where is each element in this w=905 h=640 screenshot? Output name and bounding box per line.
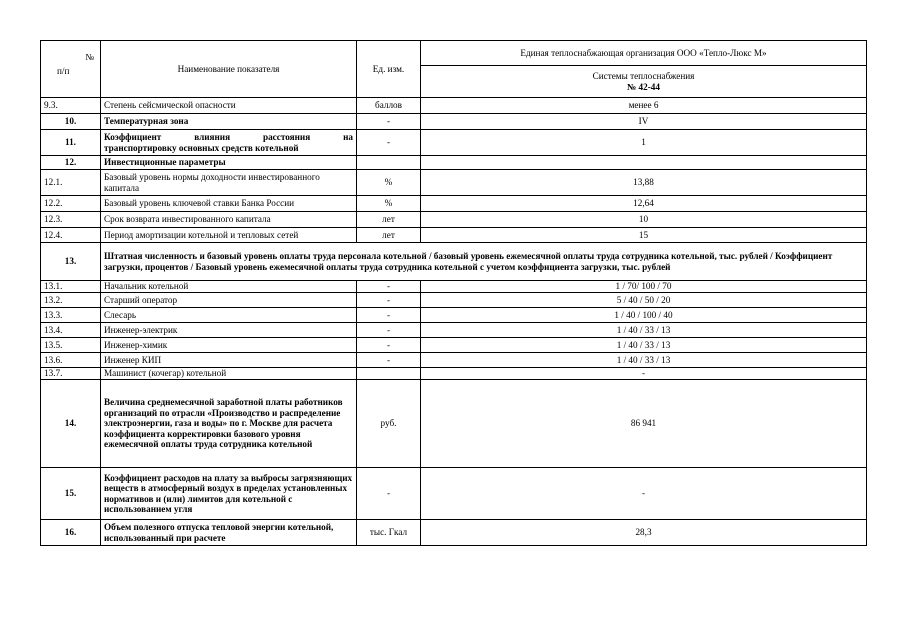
row-number: 11. — [41, 130, 101, 156]
row-value: IV — [421, 114, 867, 130]
header-number-sub: п/п — [57, 66, 70, 76]
row-name: Машинист (кочегар) котельной — [101, 368, 357, 380]
header-system-number: № 42-44 — [627, 81, 660, 92]
row-unit — [357, 368, 421, 380]
row-number: 12.4. — [41, 228, 101, 243]
section-row — [41, 243, 867, 281]
row-name: Срок возврата инвестированного капитала — [101, 212, 357, 228]
row-name: Коэффициент расходов на плату за выбросы загрязняющих веществ в атмосферный воздух в пределах установленных нормативов и (или) лимитов для котельной с использованием угля — [101, 468, 357, 520]
row-number: 13.3. — [41, 308, 101, 323]
header-unit: Ед. изм. — [357, 41, 421, 98]
row-number: 13.6. — [41, 353, 101, 368]
header-org: Единая теплоснабжающая организация ООО «Тепло-Люкс М» — [421, 41, 867, 66]
table-row — [41, 353, 867, 368]
header-system-label: Системы теплоснабжения — [592, 71, 695, 82]
row-name — [101, 130, 357, 156]
table-row — [41, 520, 867, 546]
row-value: 1 / 40 / 100 / 40 — [421, 308, 867, 323]
header-number-cell — [41, 41, 101, 98]
row-unit — [357, 156, 421, 170]
row-value: 1 / 70/ 100 / 70 — [421, 281, 867, 293]
row-unit: руб. — [357, 380, 421, 468]
row-number: 15. — [41, 468, 101, 520]
table-row — [41, 308, 867, 323]
indicators-table — [40, 40, 867, 546]
table-row — [41, 228, 867, 243]
header-name: Наименование показателя — [101, 41, 357, 98]
row-name: Начальник котельной — [101, 281, 357, 293]
table-row — [41, 338, 867, 353]
header-number-mark: № — [85, 52, 94, 62]
row-value: 1 / 40 / 33 / 13 — [421, 323, 867, 338]
row-name-line: Коэффициент влияния расстояния на — [104, 132, 353, 143]
row-name: Величина среднемесячной заработной платы работников организаций по отрасли «Производство и распределение электроэнергии, газа и воды» по г. Москве для расчета коэффициента корректировки базового уровня ежемесячной оплаты труда сотрудника котельной — [101, 380, 357, 468]
table-row — [41, 293, 867, 308]
row-value: 5 / 40 / 50 / 20 — [421, 293, 867, 308]
row-name-line: транспортировку основных средств котельной — [104, 142, 299, 153]
row-number: 10. — [41, 114, 101, 130]
row-number: 13.1. — [41, 281, 101, 293]
row-unit: - — [357, 353, 421, 368]
row-value: 1 — [421, 130, 867, 156]
row-value: 86 941 — [421, 380, 867, 468]
row-value — [421, 156, 867, 170]
row-value: 15 — [421, 228, 867, 243]
table-row — [41, 323, 867, 338]
row-value: - — [421, 468, 867, 520]
row-number: 12.3. — [41, 212, 101, 228]
row-value: 10 — [421, 212, 867, 228]
row-value: 1 / 40 / 33 / 13 — [421, 338, 867, 353]
row-unit: - — [357, 293, 421, 308]
row-unit: - — [357, 308, 421, 323]
row-name: Старший оператор — [101, 293, 357, 308]
header-row — [41, 41, 867, 66]
row-value: 28,3 — [421, 520, 867, 546]
row-value: менее 6 — [421, 98, 867, 114]
row-value: 12,64 — [421, 196, 867, 212]
row-name: Слесарь — [101, 308, 357, 323]
row-unit: - — [357, 130, 421, 156]
row-number: 16. — [41, 520, 101, 546]
row-unit: % — [357, 170, 421, 196]
table-row — [41, 114, 867, 130]
row-name: Температурная зона — [101, 114, 357, 130]
row-name: Инженер-электрик — [101, 323, 357, 338]
row-number: 12.2. — [41, 196, 101, 212]
row-unit: % — [357, 196, 421, 212]
table-row — [41, 380, 867, 468]
row-number: 13.2. — [41, 293, 101, 308]
row-unit: - — [357, 281, 421, 293]
row-unit: лет — [357, 228, 421, 243]
table-row — [41, 281, 867, 293]
row-name: Период амортизации котельной и тепловых сетей — [101, 228, 357, 243]
row-name: Объем полезного отпуска тепловой энергии котельной, использованный при расчете — [101, 520, 357, 546]
row-unit: - — [357, 468, 421, 520]
row-name: Инвестиционные параметры — [101, 156, 357, 170]
row-name: Базовый уровень ключевой ставки Банка России — [101, 196, 357, 212]
table-row — [41, 98, 867, 114]
header-system — [421, 66, 867, 98]
row-value: 1 / 40 / 33 / 13 — [421, 353, 867, 368]
row-unit: - — [357, 323, 421, 338]
row-number: 9.3. — [41, 98, 101, 114]
table-row — [41, 130, 867, 156]
row-unit: лет — [357, 212, 421, 228]
row-number: 13.4. — [41, 323, 101, 338]
row-value: - — [421, 368, 867, 380]
section-row — [41, 156, 867, 170]
table-row — [41, 196, 867, 212]
row-number: 13.5. — [41, 338, 101, 353]
row-value: 13,88 — [421, 170, 867, 196]
row-name: Базовый уровень нормы доходности инвестированного капитала — [101, 170, 357, 196]
row-unit: - — [357, 114, 421, 130]
row-number: 14. — [41, 380, 101, 468]
table-row — [41, 468, 867, 520]
row-name: Инженер КИП — [101, 353, 357, 368]
table-row — [41, 212, 867, 228]
row-number: 13.7. — [41, 368, 101, 380]
table-row — [41, 170, 867, 196]
row-number: 12. — [41, 156, 101, 170]
table-row — [41, 368, 867, 380]
row-unit: баллов — [357, 98, 421, 114]
row-number: 12.1. — [41, 170, 101, 196]
row-name: Степень сейсмической опасности — [101, 98, 357, 114]
row-name: Штатная численность и базовый уровень оплаты труда персонала котельной / базовый уровень ежемесячной оплаты труда сотрудника котельной, тыс. рублей / Коэффициент загрузки, процентов / Базовый уровень ежемесячной оплаты труда сотрудника котельной с учетом коэффициента загрузки, тыс. рублей — [101, 243, 867, 281]
row-name: Инженер-химик — [101, 338, 357, 353]
row-unit: - — [357, 338, 421, 353]
row-number: 13. — [41, 243, 101, 281]
row-unit: тыс. Гкал — [357, 520, 421, 546]
